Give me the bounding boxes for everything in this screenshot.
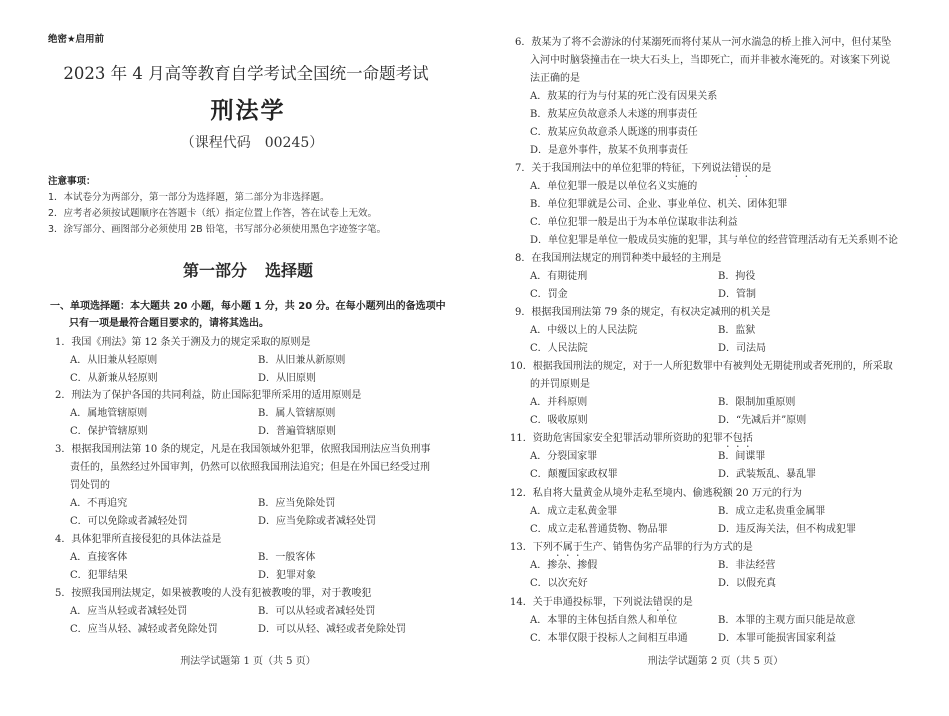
question-stem: 敖某为了将不会游泳的付某溺死而将付某从一河水湍急的桥上推入河中，但付某坠 xyxy=(531,37,892,48)
option-d: D．以假充真 xyxy=(718,578,777,589)
course-code: （课程代码 00245） xyxy=(180,135,324,151)
option-c: C．从新兼从轻原则 xyxy=(70,373,158,384)
note-item: 3．涂写部分、画图部分必须使用 2B 铅笔，书写部分必须使用黑色字迹签字笔。 xyxy=(48,224,387,235)
option-b: B．单位犯罪就是公司、企业、事业单位、机关、团体犯罪 xyxy=(530,199,788,210)
option-a: A．成立走私黄金罪 xyxy=(530,506,618,517)
question-stem: 私自将大量黄金从境外走私至境内、偷逃税额 20 万元的行为 xyxy=(532,488,802,499)
question-stem: 刑法为了保护各国的共同利益，防止国际犯罪所采用的适用原则是 xyxy=(71,390,362,401)
option-a: A．中级以上的人民法院 xyxy=(530,325,638,336)
option-d: D．违反海关法，但不构成犯罪 xyxy=(718,524,857,535)
option-a: A．掺杂、掺假 xyxy=(530,560,598,571)
question-stem: 下列 xyxy=(532,542,553,553)
option-a: A．有期徒刑 xyxy=(530,271,588,282)
emphasized-keyword: 错误 xyxy=(731,163,752,174)
question-stem-cont: 法正确的是 xyxy=(530,73,580,84)
option-d: D．司法局 xyxy=(718,343,767,354)
option-b: B．属人管辖原则 xyxy=(258,408,336,419)
option-c: C．吸收原则 xyxy=(530,415,588,426)
question-number: 3． xyxy=(55,444,72,455)
option-a: A．并科原则 xyxy=(530,397,588,408)
note-item: 1．本试卷分为两部分，第一部分为选择题，第二部分为非选择题。 xyxy=(48,192,330,203)
question-stem-end: 生产、销售伪劣产品罪的行为方式的是 xyxy=(582,542,753,553)
option-b: B．非法经营 xyxy=(718,560,776,571)
question-stem: 根据我国刑法的规定，对于一人所犯数罪中有被判处无期徒刑或者死刑的，所采取 xyxy=(532,361,893,372)
emphasized-keyword: 不属于 xyxy=(552,542,583,553)
question-stem: 关于我国刑法中的单位犯罪的特征，下列说法 xyxy=(531,163,732,174)
section-instructions: 一、单项选择题：本大题共 20 小题，每小题 1 分，共 20 分。在每小题列出的备选项中 xyxy=(50,301,446,312)
option-c: C．保护管辖原则 xyxy=(70,426,148,437)
option-b: B．间谍罪 xyxy=(718,451,766,462)
page-footer: 刑法学试题第 2 页（共 5 页） xyxy=(647,656,784,667)
question-stem-cont: 的并罚原则是 xyxy=(530,379,590,390)
option-b: B．监狱 xyxy=(718,325,756,336)
option-c: C．罚金 xyxy=(530,289,568,300)
part-type: 选择题 xyxy=(265,261,314,280)
option-a: A．本罪的主体包括自然人和单位 xyxy=(530,615,678,626)
option-b: B．从旧兼从新原则 xyxy=(258,355,346,366)
option-a: A．不再追究 xyxy=(70,498,128,509)
option-d: D．管制 xyxy=(718,289,757,300)
question-number: 12． xyxy=(510,488,533,499)
option-c: C．人民法院 xyxy=(530,343,588,354)
option-c: C．成立走私普通货物、物品罪 xyxy=(530,524,668,535)
confidential-label: 绝密★启用前 xyxy=(48,34,105,45)
option-a: A．敖某的行为与付某的死亡没有因果关系 xyxy=(530,91,718,102)
option-b: B．应当免除处罚 xyxy=(258,498,336,509)
question-number: 4． xyxy=(55,534,72,545)
question-stem: 根据我国刑法第 10 条的规定，凡是在我国领域外犯罪，依照我国刑法应当负刑事 xyxy=(71,444,431,455)
option-a: A．应当从轻或者减轻处罚 xyxy=(70,606,188,617)
option-c: C．单位犯罪一般是出于为本单位谋取非法利益 xyxy=(530,217,738,228)
question-number: 2． xyxy=(55,390,72,401)
option-d: D．犯罪对象 xyxy=(258,570,317,581)
option-c: C．以次充好 xyxy=(530,578,588,589)
question-stem: 我国《刑法》第 12 条关于溯及力的规定采取的原则是 xyxy=(71,337,311,348)
question-number: 1． xyxy=(55,337,72,348)
option-a: A．单位犯罪一般是以单位名义实施的 xyxy=(530,181,698,192)
question-stem: 在我国刑法规定的刑罚种类中最轻的主刑是 xyxy=(531,253,722,264)
question-stem: 具体犯罪所直接侵犯的具体法益是 xyxy=(71,534,222,545)
option-d: D．普遍管辖原则 xyxy=(258,426,337,437)
part-one-title xyxy=(0,258,490,281)
notes-heading: 注意事项： xyxy=(48,176,96,187)
option-d: D．从旧原则 xyxy=(258,373,317,384)
option-b: B．敖某应负故意杀人未遂的刑事责任 xyxy=(530,109,698,120)
option-d: D．“先减后并”原则 xyxy=(718,415,807,426)
option-b: B．限制加重原则 xyxy=(718,397,796,408)
question-stem-cont: 入河中时脑袋撞击在一块大石头上，当即死亡，而并非被水淹死的。对该案下列说 xyxy=(530,55,890,66)
option-b: B．成立走私贵重金属罪 xyxy=(718,506,826,517)
question-number: 8． xyxy=(515,253,532,264)
part-label: 第一部分 xyxy=(182,261,247,280)
option-a: A．属地管辖原则 xyxy=(70,408,148,419)
question-number: 5． xyxy=(55,588,72,599)
option-a: A．从旧兼从轻原则 xyxy=(70,355,158,366)
option-c: C．犯罪结果 xyxy=(70,570,128,581)
option-d: D．本罪可能损害国家利益 xyxy=(718,633,837,644)
option-c: C．可以免除或者减轻处罚 xyxy=(70,516,188,527)
emphasized-keyword: 错误 xyxy=(652,597,673,608)
question-number: 9． xyxy=(515,307,532,318)
question-number: 11． xyxy=(510,433,533,444)
section-instructions-cont: 只有一项是最符合题目要求的，请将其选出。 xyxy=(69,318,269,329)
option-a: A．直接客体 xyxy=(70,552,128,563)
option-b: B．本罪的主观方面只能是故意 xyxy=(718,615,856,626)
question-number: 7． xyxy=(515,163,532,174)
option-c: C．颠覆国家政权罪 xyxy=(530,469,618,480)
question-stem-end: 的是 xyxy=(751,163,772,174)
question-stem: 关于串通投标罪，下列说法 xyxy=(532,597,653,608)
option-d: D．可以从轻、减轻或者免除处罚 xyxy=(258,624,407,635)
subject-title: 刑法学 xyxy=(210,97,286,124)
page-footer: 刑法学试题第 1 页（共 5 页） xyxy=(180,656,316,667)
option-b: B．一般客体 xyxy=(258,552,316,563)
option-c: C．本罪仅限于投标人之间相互串通 xyxy=(530,633,688,644)
note-item: 2．应考者必须按试题顺序在答题卡（纸）指定位置上作答，答在试卷上无效。 xyxy=(48,208,378,219)
option-b: B．拘役 xyxy=(718,271,756,282)
option-b: B．可以从轻或者减轻处罚 xyxy=(258,606,376,617)
question-stem-end: 的是 xyxy=(672,597,693,608)
option-c: C．应当从轻、减轻或者免除处罚 xyxy=(70,624,218,635)
question-number: 6． xyxy=(515,37,532,48)
exam-title: 2023 年 4 月高等教育自学考试全国统一命题考试 xyxy=(63,64,429,83)
exam-page-2 xyxy=(490,0,949,716)
option-d: D．是意外事件，敖某不负刑事责任 xyxy=(530,145,689,156)
question-stem: 按照我国刑法规定，如果被教唆的人没有犯被教唆的罪，对于教唆犯 xyxy=(71,588,372,599)
question-stem-cont: 责任的，虽然经过外国审判，仍然可以依照我国刑法追究；但是在外国已经受过刑 xyxy=(70,462,430,473)
question-number: 14． xyxy=(510,597,533,608)
option-a: A．分裂国家罪 xyxy=(530,451,598,462)
question-stem: 资助危害国家安全犯罪活动罪所资助的犯罪 xyxy=(532,433,723,444)
question-number: 10． xyxy=(510,361,533,372)
option-c: C．敖某应负故意杀人既遂的刑事责任 xyxy=(530,127,698,138)
question-stem-cont: 罚处罚的 xyxy=(70,480,110,491)
question-stem: 根据我国刑法第 79 条的规定，有权决定减刑的机关是 xyxy=(531,307,771,318)
emphasized-keyword: 不包括 xyxy=(722,433,753,444)
option-d: D．单位犯罪是单位一般成员实施的犯罪，其与单位的经营管理活动有无关系则不论 xyxy=(530,235,899,246)
option-d: D．武装叛乱、暴乱罪 xyxy=(718,469,817,480)
option-d: D．应当免除或者减轻处罚 xyxy=(258,516,377,527)
question-number: 13． xyxy=(510,542,533,553)
